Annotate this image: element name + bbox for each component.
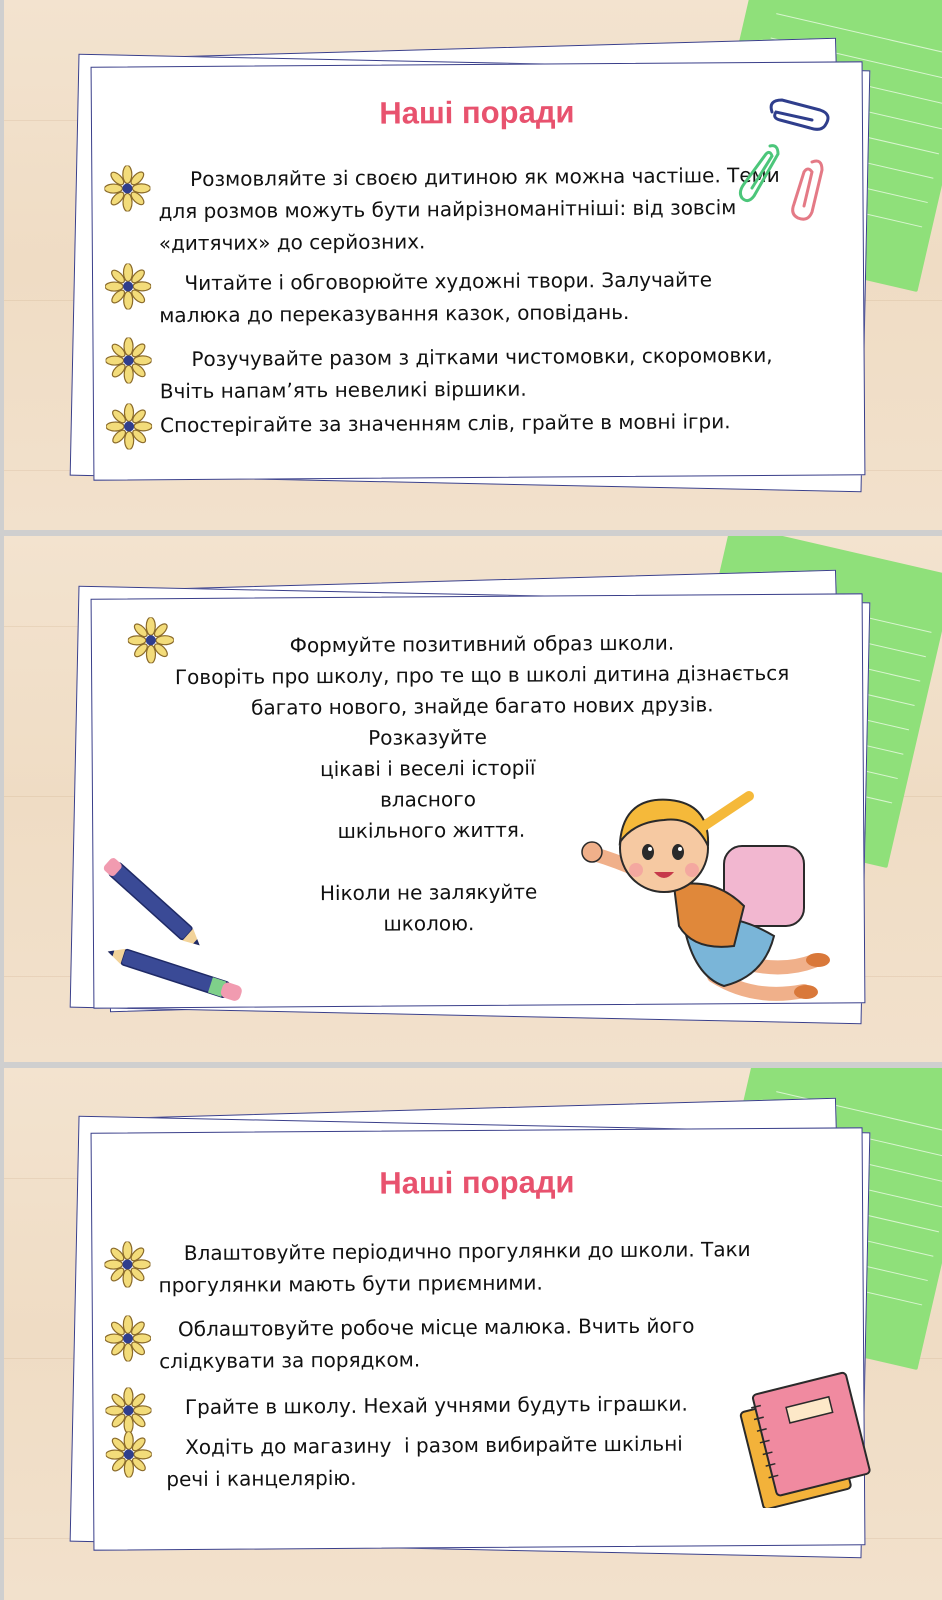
notebook-icon — [734, 1368, 884, 1508]
slide-2 — [4, 536, 942, 1062]
tip-3: Розучувайте разом з дітками чистомовки, скоромовки, Вчіть напам’ять невеликі віршики. — [159, 342, 773, 404]
page-title: Наші поради — [379, 1164, 575, 1201]
page-title: Наші поради — [379, 94, 575, 131]
tip-1: Розмовляйте зі своєю дитиною як можна частіше. Теми для розмов можуть бути найрізноманітніші: від зовсім «дитячих» до серйозних. — [158, 162, 780, 256]
pencil-icon — [100, 940, 260, 1010]
flower-icon — [105, 263, 151, 309]
flower-icon — [106, 1431, 152, 1477]
flower-icon — [104, 165, 150, 211]
paper-sheet-front — [91, 61, 866, 480]
girl-illustration — [574, 776, 844, 1006]
tip-4: Спостерігайте за значенням слів, грайте в мовні ігри. — [159, 409, 731, 438]
flower-icon — [105, 337, 151, 383]
tips-block: Формуйте позитивний образ школи. Говоріть про школу, про те що в школі дитина дізнається багато нового, знайде багато нових друзів. Розказуйте цікаві і веселі історії власного шкільного життя. Ніколи не залякуйте школою. — [174, 630, 790, 936]
paperclip-icon — [764, 92, 834, 142]
tip-3: Грайте в школу. Нехай учнями будуть іграшки. — [159, 1391, 688, 1420]
slide-1 — [4, 0, 942, 530]
tip-2: Читайте і обговорюйте художні твори. Залучайте малюка до переказування казок, оповідань. — [158, 267, 713, 328]
paperclip-icon — [734, 140, 784, 210]
flower-icon — [105, 1387, 151, 1433]
flower-icon — [104, 1241, 150, 1287]
slide-3 — [4, 1068, 942, 1600]
paperclip-icon — [782, 156, 832, 226]
tip-1: Влаштовуйте періодично прогулянки до школи. Таки прогулянки мають бути приємними. — [158, 1237, 751, 1298]
tip-2: Облаштовуйте робоче місце малюка. Вчить його слідкувати за порядком. — [158, 1313, 695, 1374]
flower-icon — [105, 1315, 151, 1361]
flower-icon — [106, 403, 152, 449]
tip-4: Ходіть до магазину і разом вибирайте шкільні речі і канцелярію. — [159, 1431, 683, 1492]
